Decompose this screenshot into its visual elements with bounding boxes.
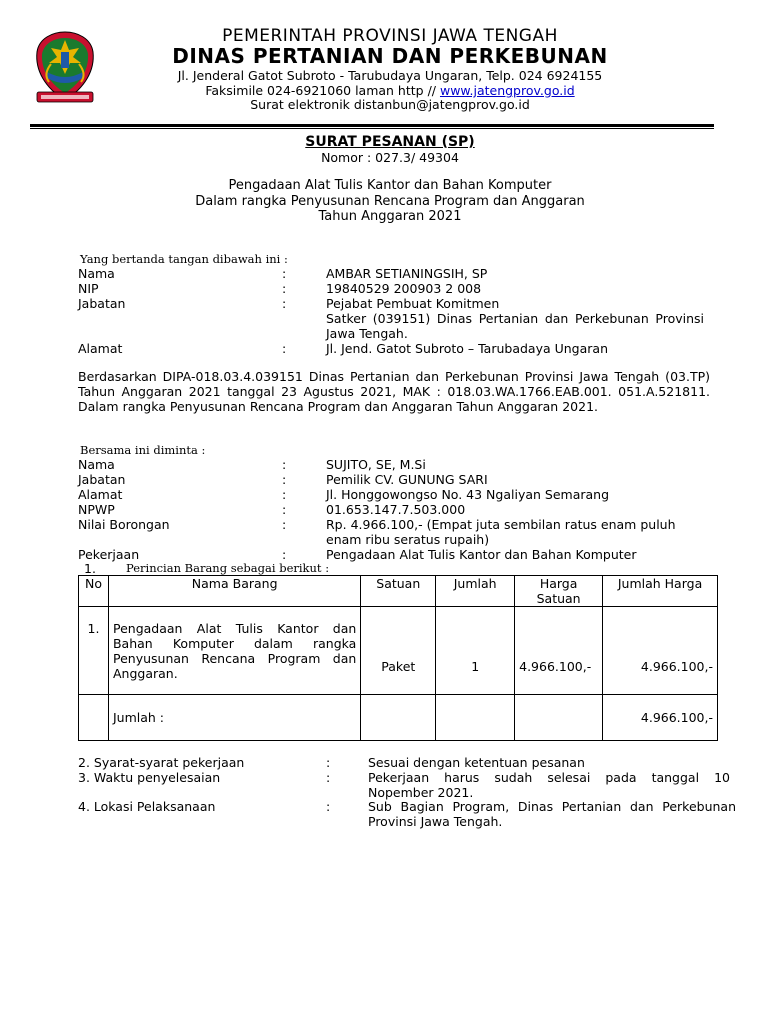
- agency-fax-line: [70, 83, 710, 98]
- term-label-location: 4. Lokasi Pelaksanaan: [78, 799, 216, 814]
- colon: :: [326, 755, 331, 770]
- column-header-unit-price: Harga Satuan: [515, 576, 603, 607]
- vendor-contract-value-words: enam ribu seratus rupaih): [326, 532, 490, 547]
- basis-paragraph: Berdasarkan DIPA-018.03.4.039151 Dinas Pertanian dan Perkebunan Provinsi Jawa Tengah (03.TP) Tahun Anggaran 2021 tanggal 23 Agustus 2021, MAK : 018.03.WA.1766.EAB.001. 051.A.521811. Dalam rangka Penyusunan Rencana Program dan Anggaran Tahun Anggaran 2021.: [78, 369, 710, 414]
- signer-name-value: AMBAR SETIANINGSIH, SP: [326, 266, 488, 281]
- term-value-location: Sub Bagian Program, Dinas Pertanian dan Perkebunan Provinsi Jawa Tengah.: [368, 799, 736, 829]
- vendor-address-value: Jl. Honggowongso No. 43 Ngaliyan Semarang: [326, 487, 610, 502]
- letterhead-rule-thin: [30, 128, 714, 129]
- column-header-unit: Satuan: [361, 576, 436, 607]
- term-value-requirements: Sesuai dengan ketentuan pesanan: [368, 755, 585, 770]
- subject-line-1: Pengadaan Alat Tulis Kantor dan Bahan Komputer: [228, 178, 552, 193]
- vendor-contract-value-label: Nilai Borongan: [78, 517, 170, 532]
- vendor-npwp-label: NPWP: [78, 502, 115, 517]
- row-unit-price: 4.966.100,-: [515, 607, 603, 695]
- row-no: 1.: [79, 607, 109, 695]
- vendor-work-label: Pekerjaan: [78, 547, 140, 562]
- colon: :: [282, 266, 287, 281]
- colon: :: [282, 296, 287, 311]
- footer-empty-cell: [361, 695, 436, 741]
- row-total-price: 4.966.100,-: [603, 607, 718, 695]
- signer-position-value: Pejabat Pembuat Komitmen: [326, 296, 500, 311]
- signer-nip-value: 19840529 200903 2 008: [326, 281, 482, 296]
- signer-intro: Yang bertanda tangan dibawah ini :: [80, 252, 288, 266]
- colon: :: [282, 472, 287, 487]
- fax-text: Faksimile 024-6921060 laman http //: [205, 83, 440, 98]
- government-name: PEMERINTAH PROVINSI JAWA TENGAH: [222, 26, 558, 46]
- vendor-name-value: SUJITO, SE, M.Si: [326, 457, 426, 472]
- subject-line-2: Dalam rangka Penyusunan Rencana Program dan Anggaran: [195, 194, 585, 209]
- footer-empty-cell: [515, 695, 603, 741]
- colon: :: [282, 547, 287, 562]
- item-list-number: 1.: [84, 561, 96, 576]
- signer-satker: Satker (039151) Dinas Pertanian dan Perkebunan Provinsi Jawa Tengah.: [326, 311, 704, 341]
- letterhead-rule: [30, 124, 714, 127]
- footer-empty-cell: [436, 695, 515, 741]
- term-label-completion: 3. Waktu penyelesaian: [78, 770, 221, 785]
- agency-address: Jl. Jenderal Gatot Subroto - Tarubudaya Ungaran, Telp. 024 6924155: [177, 68, 603, 83]
- colon: :: [282, 487, 287, 502]
- term-value-completion: Pekerjaan harus sudah selesai pada tanggal 10 Nopember 2021.: [368, 770, 730, 800]
- signer-nip-label: NIP: [78, 281, 99, 296]
- table-header-row: [79, 576, 718, 607]
- vendor-position-value: Pemilik CV. GUNUNG SARI: [326, 472, 488, 487]
- colon: :: [282, 502, 287, 517]
- row-item-name: Pengadaan Alat Tulis Kantor dan Bahan Komputer dalam rangka Penyusunan Rencana Program dan Anggaran.: [108, 607, 360, 695]
- agency-email: Surat elektronik distanbun@jatengprov.go.id: [250, 97, 530, 112]
- colon: :: [326, 770, 331, 785]
- colon: :: [282, 457, 287, 472]
- row-unit: Paket: [361, 607, 436, 695]
- vendor-contract-value: Rp. 4.966.100,- (Empat juta sembilan ratus enam puluh: [326, 517, 676, 532]
- agency-name: DINAS PERTANIAN DAN PERKEBUNAN: [172, 44, 608, 68]
- column-header-quantity: Jumlah: [436, 576, 515, 607]
- items-table: [78, 575, 718, 741]
- footer-empty-cell: [79, 695, 109, 741]
- vendor-name-label: Nama: [78, 457, 115, 472]
- column-header-no: No: [79, 576, 109, 607]
- signer-name-label: Nama: [78, 266, 115, 281]
- term-label-requirements: 2. Syarat-syarat pekerjaan: [78, 755, 245, 770]
- table-row: [79, 607, 718, 695]
- signer-address-value: Jl. Jend. Gatot Subroto – Tarubadaya Ungaran: [326, 341, 609, 356]
- item-list-label: Perincian Barang sebagai berikut :: [126, 561, 330, 575]
- website-link[interactable]: www.jatengprov.go.id: [439, 83, 575, 98]
- signer-address-label: Alamat: [78, 341, 123, 356]
- column-header-item-name: Nama Barang: [108, 576, 360, 607]
- colon: :: [282, 341, 287, 356]
- colon: :: [282, 281, 287, 296]
- column-header-total-price: Jumlah Harga: [603, 576, 718, 607]
- document-number: Nomor : 027.3/ 49304: [321, 150, 459, 165]
- signer-position-label: Jabatan: [78, 296, 126, 311]
- vendor-address-label: Alamat: [78, 487, 123, 502]
- row-quantity: 1: [436, 607, 515, 695]
- vendor-position-label: Jabatan: [78, 472, 126, 487]
- colon: :: [282, 517, 287, 532]
- footer-label: Jumlah :: [108, 695, 360, 741]
- vendor-intro: Bersama ini diminta :: [80, 443, 206, 457]
- vendor-work-value: Pengadaan Alat Tulis Kantor dan Bahan Komputer: [326, 547, 637, 562]
- subject-line-3: Tahun Anggaran 2021: [318, 209, 462, 224]
- table-footer-row: [79, 695, 718, 741]
- vendor-npwp-value: 01.653.147.7.503.000: [326, 502, 466, 517]
- colon: :: [326, 799, 331, 814]
- document-title: SURAT PESANAN (SP): [305, 134, 475, 150]
- footer-total: 4.966.100,-: [603, 695, 718, 741]
